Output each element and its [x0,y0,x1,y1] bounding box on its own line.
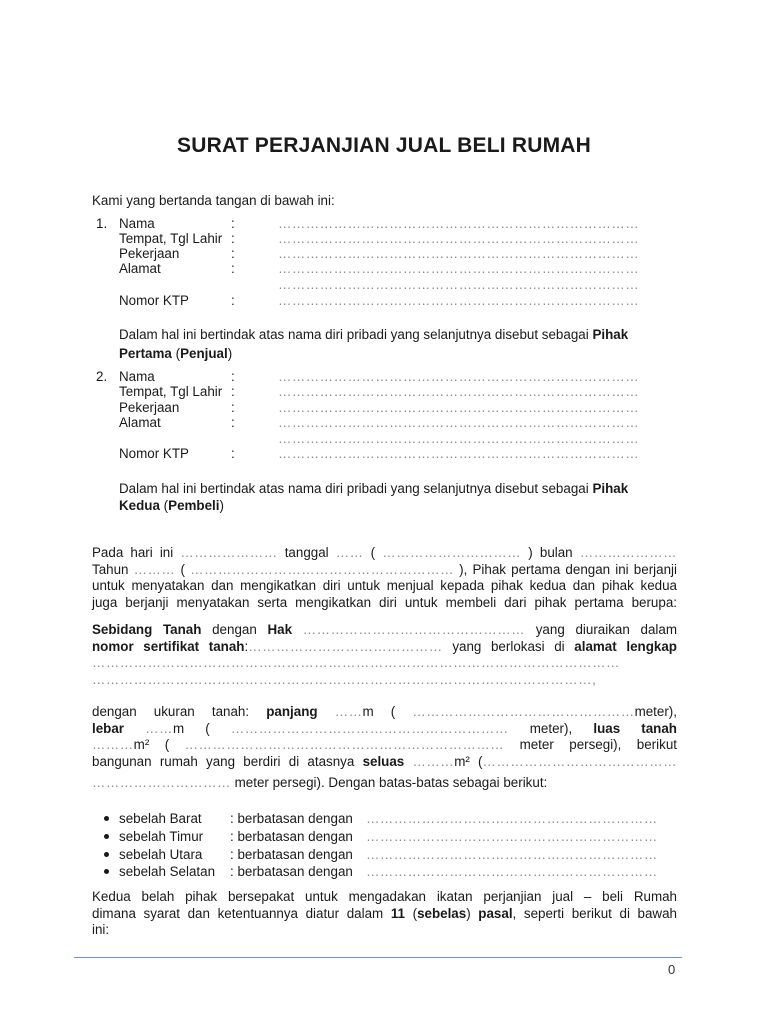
party-1-desc-line-1: Dalam hal ini bertindak atas nama diri pribadi yang selanjutnya disebut sebagai Pihak [119,327,629,342]
paragraph-size-last-line: ………………………… meter persegi). Dengan batas-batas sebagai berikut: [92,775,548,790]
colon: : [231,400,235,415]
paragraph-agreement: Kedua belah pihak bersepakat untuk mengadakan ikatan perjanjian jual – beli Rumah dimana syarat dan ketentuannya diatur dalam 11 (sebelas) pasal, seperti berikut di bawah [92,889,677,921]
colon: : [231,446,235,461]
party-2-number: 2. [96,369,108,384]
fill-pekerjaan: …………………………………………………………………… [278,246,640,261]
border-fill: ……………………………………………………… [366,811,658,826]
fill-alamat-2: …………………………………………………………………… [278,431,640,446]
label-ktp: Nomor KTP [119,446,189,461]
bullet-icon [104,852,109,857]
label-nama: Nama [119,369,155,384]
border-fill: ……………………………………………………… [366,864,658,879]
fill-alamat: …………………………………………………………………… [278,415,640,430]
colon: : [231,216,235,231]
label-nama: Nama [119,216,155,231]
label-alamat: Alamat [119,415,161,430]
party-2-desc-line-2: Kedua (Pembeli) [119,498,224,513]
border-fill: ……………………………………………………… [366,847,658,862]
colon: : [231,384,235,399]
party-1-number: 1. [96,216,108,231]
colon: : [231,261,235,276]
party-2-desc-line-1: Dalam hal ini bertindak atas nama diri pribadi yang selanjutnya disebut sebagai Pihak [119,481,629,496]
bullet-icon [104,816,109,821]
fill-ttl: …………………………………………………………………… [278,384,640,399]
fill-ttl: …………………………………………………………………… [278,231,640,246]
fill-alamat-2: …………………………………………………………………… [278,277,640,292]
fill-nama: …………………………………………………………………… [278,369,640,384]
border-side: sebelah Utara [119,847,203,862]
bullet-icon [104,869,109,874]
paragraph-land: Sebidang Tanah dengan Hak ………………………………………… yang diuraikan dalam nomor sertifikat tanah:…………………………………… yang berlokasi di alamat lengkap …………………………………………………………………………………………………… ………………………………………………………………………………………………, [92,622,677,687]
border-text: : berbatasan dengan [230,811,353,826]
label-ktp: Nomor KTP [119,293,189,308]
colon: : [231,415,235,430]
footer-divider [74,957,682,958]
fill-pekerjaan: …………………………………………………………………… [278,400,640,415]
border-fill: ……………………………………………………… [366,829,658,844]
fill-nama: …………………………………………………………………… [278,216,640,231]
colon: : [231,369,235,384]
border-text: : berbatasan dengan [230,847,353,862]
bullet-icon [104,834,109,839]
border-side: sebelah Selatan [119,864,216,879]
colon: : [231,293,235,308]
paragraph-agreement-last-line: ini: [92,922,110,937]
document-title: SURAT PERJANJIAN JUAL BELI RUMAH [177,134,591,157]
label-pekerjaan: Pekerjaan [119,246,180,261]
colon: : [231,231,235,246]
label-ttl: Tempat, Tgl Lahir [119,231,223,246]
label-pekerjaan: Pekerjaan [119,400,180,415]
border-side: sebelah Timur [119,829,204,844]
label-ttl: Tempat, Tgl Lahir [119,384,223,399]
fill-ktp: …………………………………………………………………… [278,446,640,461]
paragraph-size: dengan ukuran tanah: panjang ……m ( …………………………………………meter), lebar ……m ( …………………………………………………… meter), luas tanah ………m² ( …………………………………………………………… meter persegi), berikut bangunan rumah yang berdiri di atasnya seluas ………m² (…………………………………… [92,704,677,769]
paragraph-date: Pada hari ini ………………… tanggal …… ( ………………………… ) bulan ………………… Tahun ……… ( ………………………………………………… ), Pihak pertama dengan ini berjanji untuk menyatakan dan mengikatkan diri untuk menjual kepada pihak kedua dan pihak kedua juga berjanji menyatakan serta mengikatkan diri untuk membeli dari pihak pertama berupa: [92,545,677,610]
label-alamat: Alamat [119,261,161,276]
fill-alamat: …………………………………………………………………… [278,261,640,276]
party-1-desc-line-2: Pertama (Penjual) [119,346,233,361]
colon: : [231,246,235,261]
border-text: : berbatasan dengan [230,864,353,879]
page-number: 0 [668,962,676,977]
border-text: : berbatasan dengan [230,829,353,844]
fill-ktp: …………………………………………………………………… [278,293,640,308]
border-side: sebelah Barat [119,811,202,826]
intro-text: Kami yang bertanda tangan di bawah ini: [92,193,335,208]
